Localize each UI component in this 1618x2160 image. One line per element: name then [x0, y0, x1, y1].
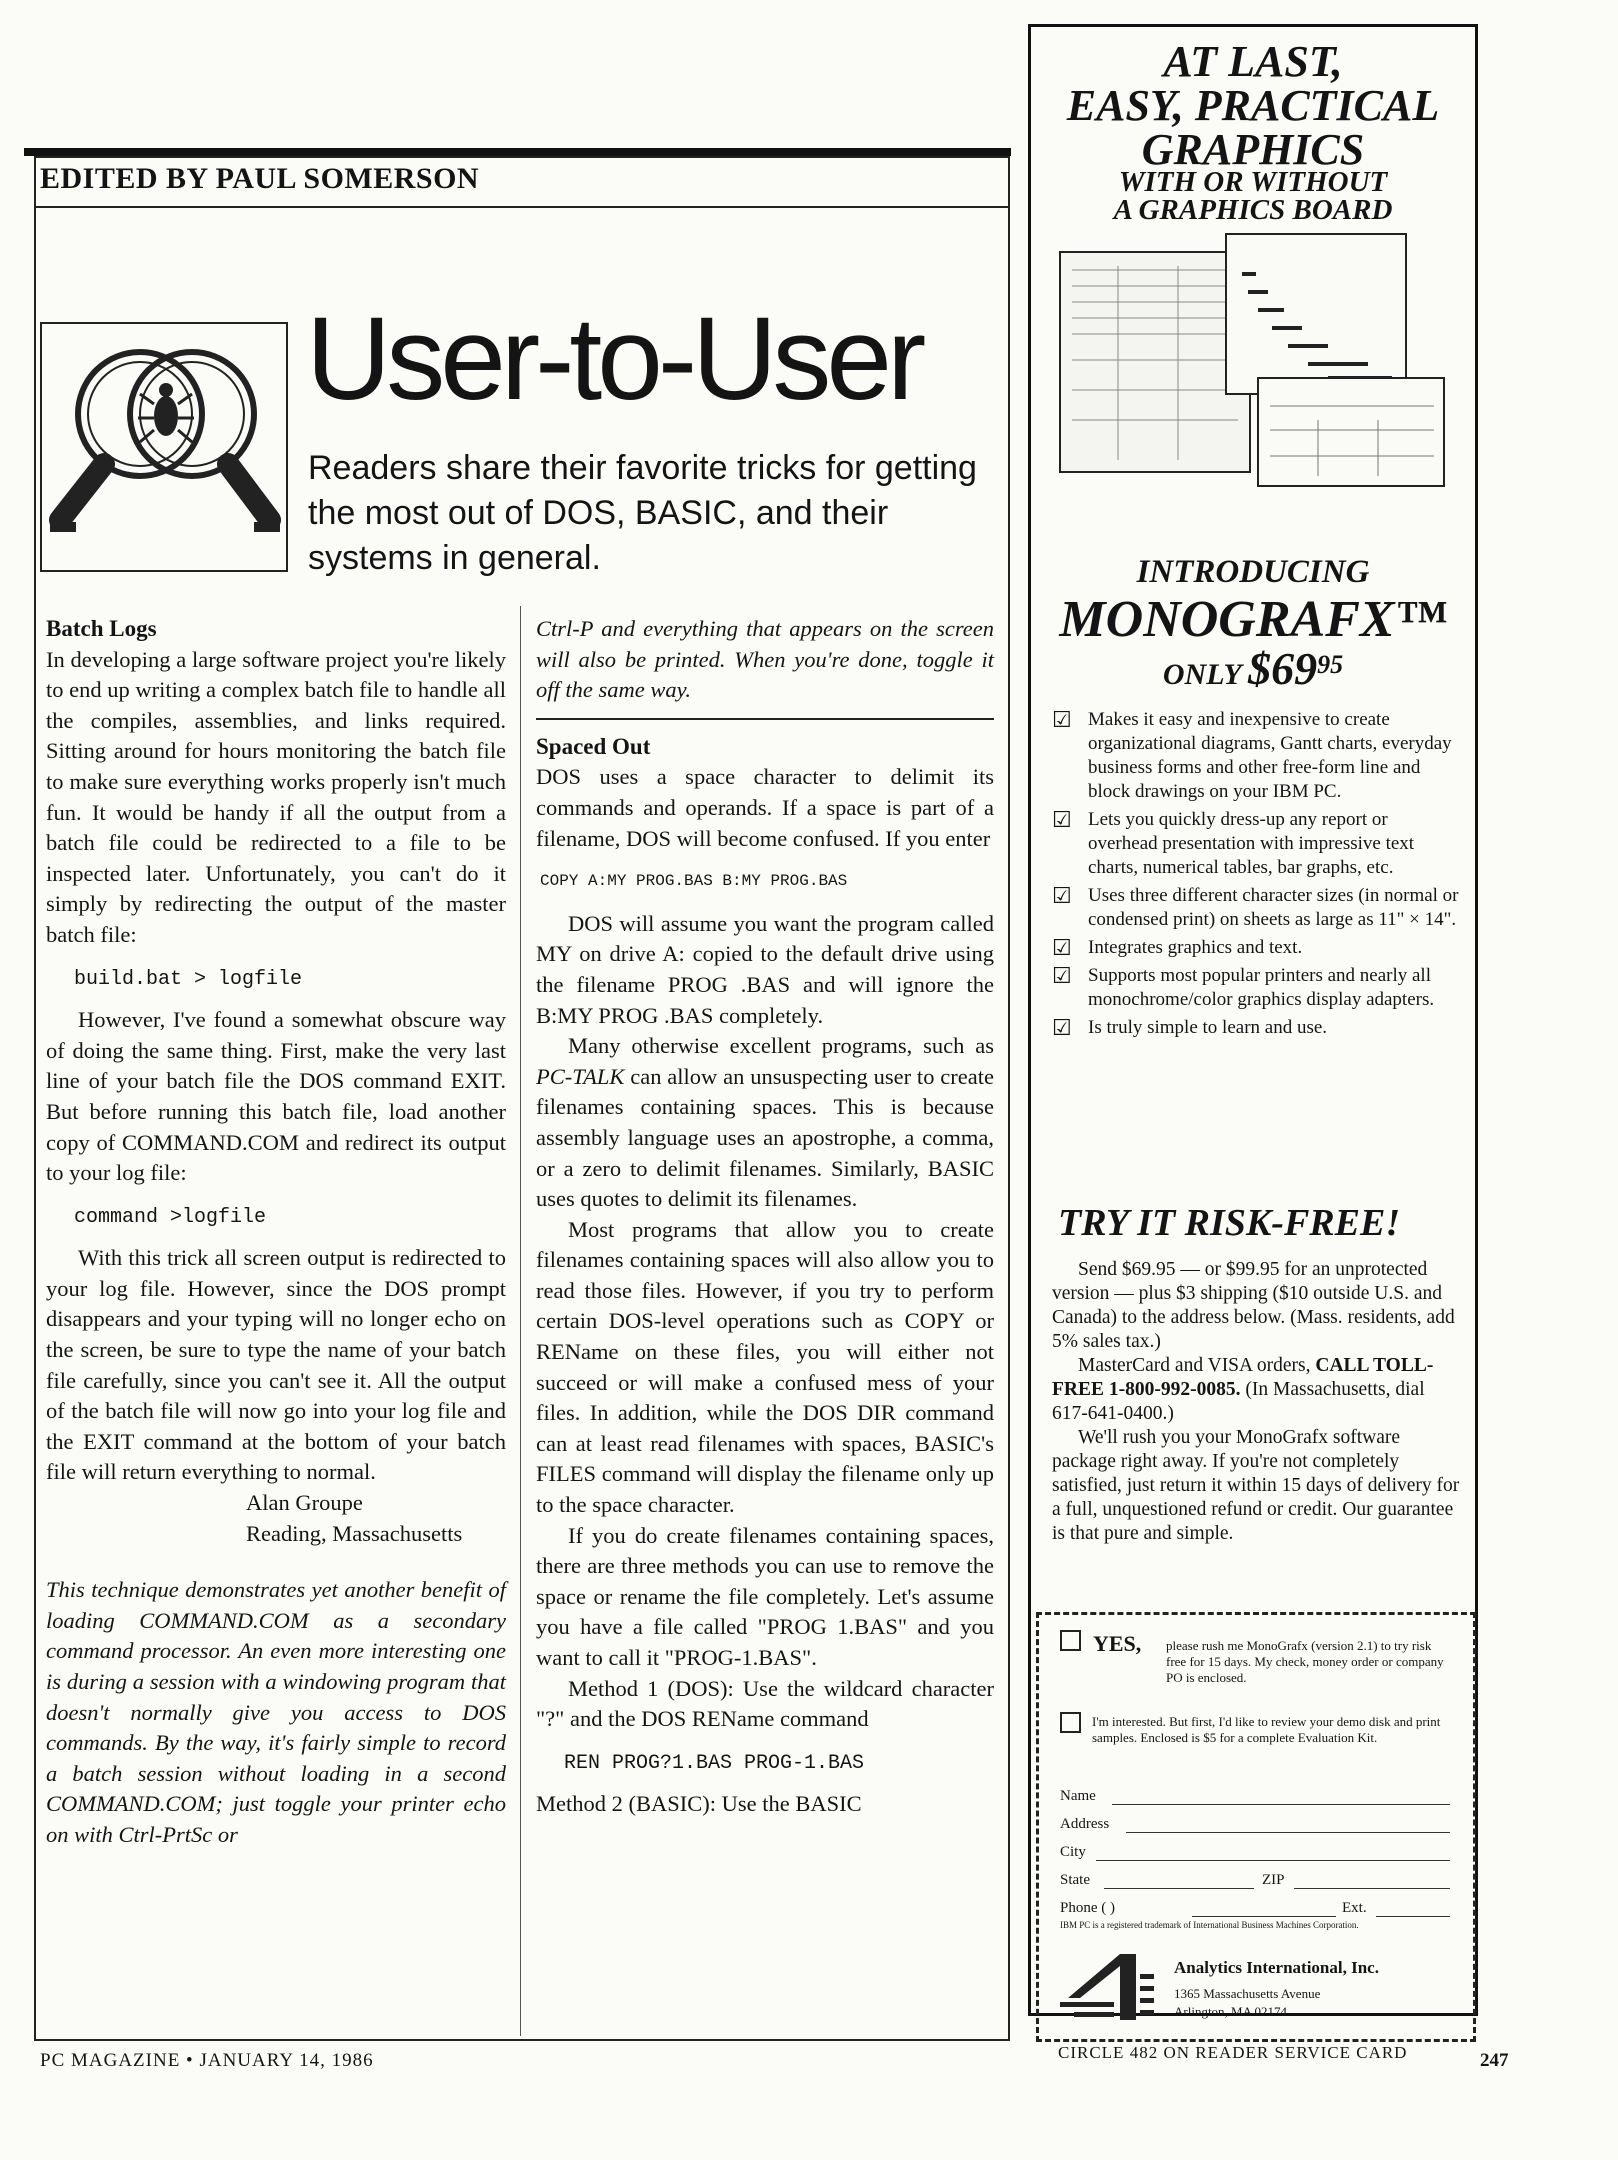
code-ren: REN PROG?1.BAS PROG-1.BAS	[564, 1751, 865, 1775]
pc-talk-name: PC-TALK	[536, 1063, 625, 1089]
state-label: State	[1060, 1872, 1090, 1888]
city-field[interactable]	[1096, 1860, 1450, 1861]
signature-place: Reading, Massachusetts	[246, 1520, 463, 1546]
editor-note: This technique demonstrates yet another benefit of loading COMMAND.COM as a secondary command processor. An even more interesting one is during a session with a windowing program that doesn't normally give you access to DOS commands. By the way, it's fairly simple to record a batch session without loading in a second COMMAND.COM; just toggle your printer echo on with Ctrl-PrtSc or	[46, 1577, 506, 1847]
spaced-out-p1: DOS uses a space character to delimit its commands and operands. If a space is part of a filename, DOS will become confused. If you enter	[536, 764, 994, 851]
batch-logs-heading: Batch Logs	[46, 616, 157, 641]
state-field[interactable]	[1104, 1888, 1254, 1889]
ad-phone-number[interactable]: CALL TOLL-FREE 1-800-992-0085.	[1052, 1355, 1434, 1400]
reader-service-note: CIRCLE 482 ON READER SERVICE CARD	[1058, 2043, 1408, 2062]
editor-rule	[34, 206, 1010, 208]
ad-product-name: MONOGRAFX™	[1059, 591, 1447, 648]
magnifier-icon	[42, 324, 286, 570]
header-rule	[24, 148, 1011, 156]
ad-risk-title: TRY IT RISK-FREE!	[1058, 1202, 1401, 1244]
name-field[interactable]	[1112, 1804, 1450, 1805]
check-icon: ☑	[1052, 707, 1072, 732]
footer-magazine: PC MAGAZINE • JANUARY 14, 1986	[40, 2050, 374, 2071]
ad-bullet-text: Supports most popular printers and nearly all monochrome/color graphics display adapters.	[1088, 965, 1435, 1010]
ad-risk-p1: Send $69.95 — or $99.95 for an unprotected version — plus $3 shipping ($10 outside U.S. and Canada) to the address below. (Mass. residents, add 5% sales tax.)	[1052, 1259, 1455, 1352]
coupon-yes-text: please rush me MonoGrafx (version 2.1) to try risk free for 15 days. My check, money order or company PO is enclosed.	[1166, 1638, 1444, 1685]
ad-sub-2: A GRAPHICS BOARD	[1113, 194, 1393, 226]
ad-risk-p3: We'll rush you your MonoGrafx software package right away. If you're not completely satisfied, just return it within 15 days of delivery for a full, unquestioned refund or credit. Our guarantee is that pure and simple.	[1052, 1427, 1460, 1544]
note-rule	[536, 718, 994, 720]
ad-headline-1: AT LAST,	[1163, 37, 1343, 86]
code-command-logfile: command >logfile	[74, 1205, 267, 1229]
ad-bullet	[1052, 884, 1462, 932]
ad-bullet	[1052, 708, 1462, 804]
ad-risk-p2c: (In Massachusetts, dial 617-641-0400.)	[1052, 1379, 1425, 1424]
page-number: 247	[1480, 2050, 1509, 2071]
right-column	[536, 614, 994, 1820]
spaced-out-heading: Spaced Out	[536, 733, 651, 759]
spaced-out-p4: Most programs that allow you to create filenames containing spaces will also allow you to read those files. However, if you try to perform certain DOS-level operations such as COPY or REName on these files, you will either not succeed or will make a confused mess of your files. In addition, while the DOS DIR command can at least read filenames with spaces, BASIC's FILES command will display the filename only up to the space character.	[536, 1216, 994, 1518]
editor-note-cont: Ctrl-P and everything that appears on the screen will also be printed. When you're done, toggle it off the same way.	[536, 616, 994, 703]
ad-headline-3: GRAPHICS	[1141, 125, 1365, 174]
spaced-out-p2: DOS will assume you want the program called MY on drive A: copied to the default drive using the filename PROG .BAS and will ignore the B:MY PROG .BAS completely.	[536, 910, 994, 1028]
ad-price-prefix: ONLY	[1162, 658, 1249, 691]
ad-risk-p2	[1052, 1354, 1462, 1426]
ad-risk-p2a: MasterCard and VISA orders,	[1078, 1355, 1316, 1376]
batch-logs-p3: With this trick all screen output is redirected to your log file. However, since the DOS prompt disappears and your typing will no longer echo on the screen, be sure to type the name of your batch file carefully, since you can't see it. All the output of the batch file will now go into your log file and the EXIT command at the bottom of your batch file will return everything to normal.	[46, 1245, 506, 1485]
ad-bullet-text: Lets you quickly dress-up any report or overhead presentation with impressive text charts, numerical tables, bar graphs, etc.	[1088, 809, 1415, 878]
spaced-out-p3	[536, 1031, 994, 1215]
batch-logs-p2: However, I've found a somewhat obscure way of doing the same thing. First, make the very last line of your batch file the DOS command EXIT. But before running this batch file, load another copy of COMMAND.COM and redirect its output to your log file:	[46, 1007, 506, 1186]
p3-part-a: Many otherwise excellent programs, such as	[568, 1033, 994, 1059]
ad-bullet	[1052, 1016, 1462, 1040]
phone-label: Phone ( )	[1060, 1900, 1115, 1916]
ad-bullet-text: Uses three different character sizes (in normal or condensed print) on sheets as large as 11" × 14".	[1088, 885, 1459, 930]
company-citystate: Arlington, MA 02174	[1174, 2004, 1288, 2019]
ad-price-cents: 95	[1317, 650, 1344, 679]
address-field[interactable]	[1126, 1832, 1450, 1833]
ad-bullet-list	[1052, 708, 1462, 1044]
ad-bullet	[1052, 936, 1462, 960]
ad-bullet-text: Is truly simple to learn and use.	[1088, 1017, 1328, 1038]
check-icon: ☑	[1052, 1015, 1072, 1040]
column-divider	[520, 606, 521, 2036]
section-subtitle: Readers share their favorite tricks for getting the most out of DOS, BASIC, and their systems in general.	[308, 449, 977, 577]
spaced-out-p7: Method 2 (BASIC): Use the BASIC	[536, 1791, 862, 1817]
check-icon: ☑	[1052, 935, 1072, 960]
ad-price	[1028, 643, 1478, 694]
ad-bullet-text: Integrates graphics and text.	[1088, 937, 1303, 958]
ad-bullet-text: Makes it easy and inexpensive to create organizational diagrams, Gantt charts, everyday business forms and other free-form line and block drawings on your IBM PC.	[1088, 709, 1452, 802]
coupon-yes-label: YES,	[1093, 1631, 1142, 1656]
section-title: User-to-User	[306, 293, 922, 425]
ad-bullet	[1052, 964, 1462, 1012]
code-copy: COPY A:MY PROG.BAS B:MY PROG.BAS	[540, 872, 848, 891]
coupon-interested-row	[1060, 1712, 1081, 1738]
p3-part-c: can allow an unsuspecting user to create filenames containing spaces. This is because assembly language uses an apostrophe, a comma, or a zero to delimit filenames. Similarly, BASIC uses quotes to delimit its filenames.	[536, 1063, 994, 1212]
zip-field[interactable]	[1294, 1888, 1450, 1889]
yes-checkbox[interactable]	[1060, 1630, 1081, 1651]
ext-field[interactable]	[1376, 1916, 1450, 1917]
spaced-out-p6: Method 1 (DOS): Use the wildcard character "?" and the DOS REName command	[536, 1675, 994, 1732]
ad-headline-2: EASY, PRACTICAL	[1066, 81, 1440, 130]
signature-name: Alan Groupe	[246, 1490, 363, 1516]
check-icon: ☑	[1052, 807, 1072, 832]
name-label: Name	[1060, 1788, 1096, 1804]
batch-logs-p1: In developing a large software project you're likely to end up writing a complex batch file to handle all the compiles, assemblies, and links required. Sitting around for hours monitoring the batch file to make sure everything works properly isn't much fun. It would be handy if all the output from a batch file could be redirected to a file to be inspected later. Unfortunately, you can't do it simply by redirecting the output of the master batch file:	[46, 646, 506, 947]
magnifier-bug-logo	[40, 322, 288, 572]
ad-risk-text	[1052, 1258, 1462, 1546]
ad-price-dollars: $69	[1248, 643, 1318, 694]
ad-introducing: INTRODUCING	[1136, 554, 1370, 590]
zip-label: ZIP	[1262, 1872, 1285, 1888]
check-icon: ☑	[1052, 883, 1072, 908]
check-icon: ☑	[1052, 963, 1072, 988]
analytics-logo-icon	[1060, 1952, 1160, 2024]
company-name: Analytics International, Inc.	[1174, 1958, 1379, 1977]
company-street: 1365 Massachusetts Avenue	[1174, 1986, 1321, 2001]
ad-sub-1: WITH OR WITHOUT	[1118, 166, 1388, 198]
coupon-interested-text: I'm interested. But first, I'd like to review your demo disk and print samples. Enclosed is $5 for a complete Evaluation Kit.	[1092, 1714, 1441, 1745]
ad-bullet	[1052, 808, 1462, 880]
left-column	[46, 614, 506, 1851]
editor-credit: EDITED BY PAUL SOMERSON	[40, 162, 480, 195]
spaced-out-p5: If you do create filenames containing spaces, there are three methods you can use to remove the space or rename the file completely. Let's assume you have a file called "PROG 1.BAS" and you want to call it "PROG-1.BAS".	[536, 1522, 994, 1670]
ext-label: Ext.	[1342, 1900, 1367, 1916]
phone-field[interactable]	[1192, 1916, 1336, 1917]
sample-printouts-image	[1058, 230, 1448, 490]
ibm-trademark-note: IBM PC is a registered trademark of International Business Machines Corporation.	[1060, 1920, 1359, 1930]
code-build-bat: build.bat > logfile	[74, 967, 303, 991]
interested-checkbox[interactable]	[1060, 1712, 1081, 1733]
city-label: City	[1060, 1844, 1086, 1860]
address-label: Address	[1060, 1816, 1110, 1832]
